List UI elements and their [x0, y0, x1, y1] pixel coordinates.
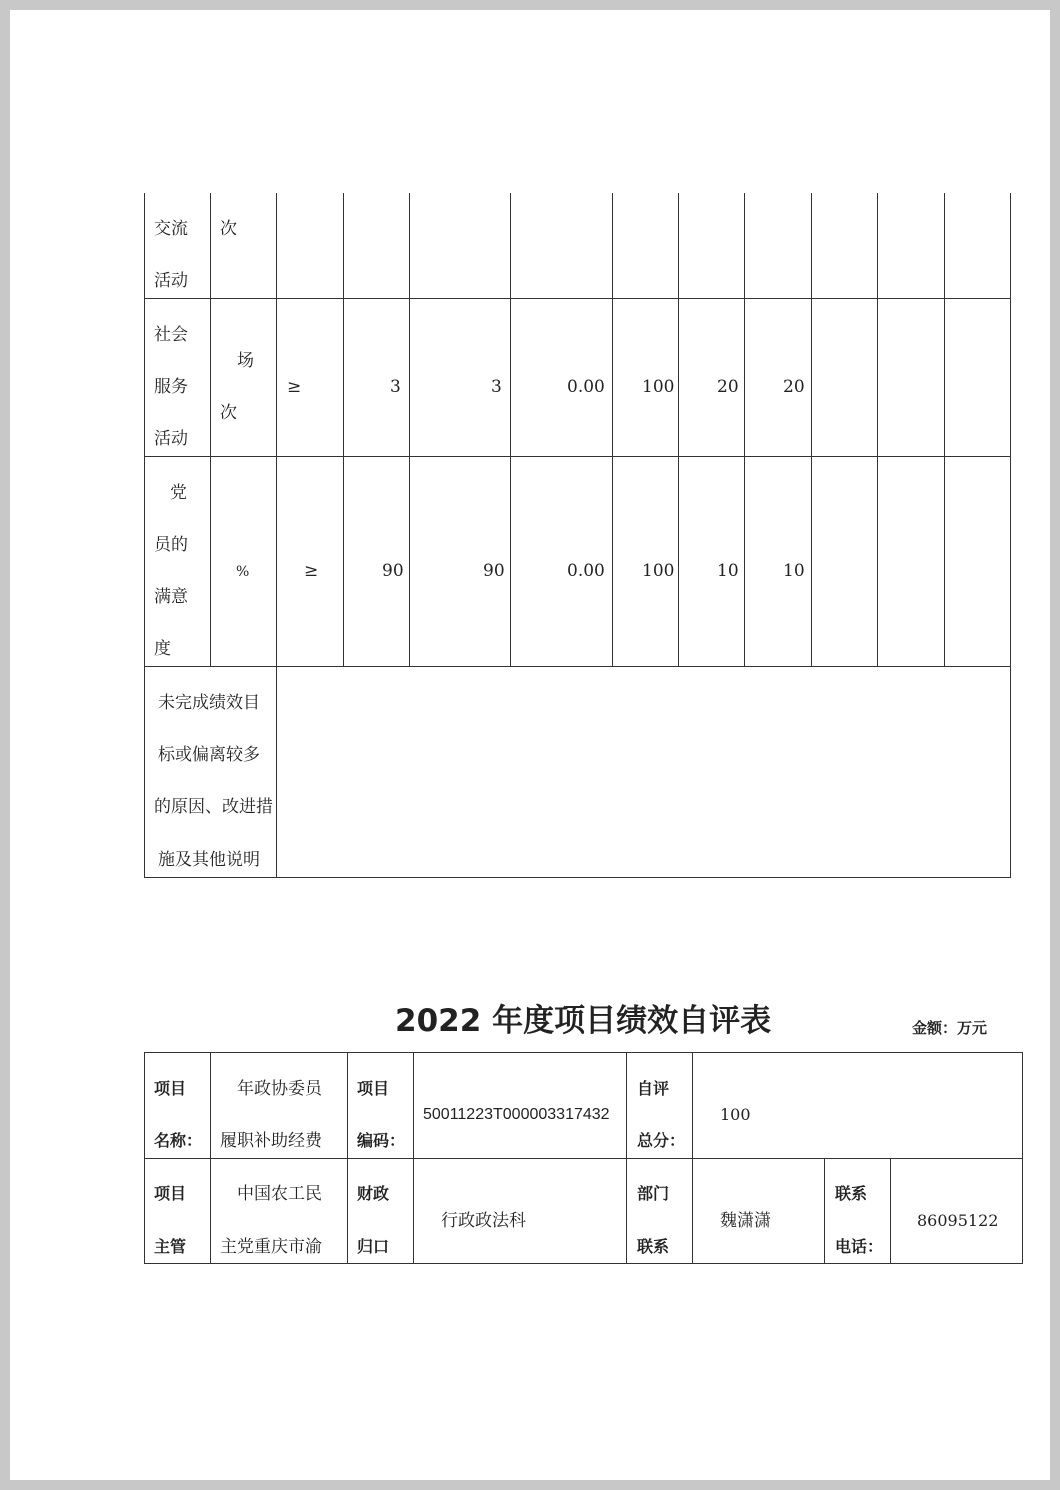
indicator-name-line: 社会 [154, 325, 188, 345]
score-value: 20 [783, 377, 805, 397]
finance-value: 行政政法科 [441, 1211, 526, 1231]
page-title: 2022 年度项目绩效自评表 [395, 1003, 772, 1039]
actual-value: 3 [491, 377, 502, 397]
annual-target-value: 3 [390, 377, 401, 397]
phone-value: 86095122 [917, 1211, 999, 1230]
indicator-unit: 次 [220, 219, 237, 239]
dept-contact-label-line: 部门 [637, 1184, 670, 1203]
project-name-value-line: 履职补助经费 [220, 1131, 322, 1151]
project-name-value-line: 年政协委员 [237, 1079, 322, 1099]
notes-label-line: 未完成绩效目 [158, 693, 260, 713]
notes-label-line: 标或偏离较多 [158, 745, 260, 765]
indicator-name-line: 活动 [154, 271, 188, 291]
deviation-value: 0.00 [567, 561, 605, 581]
project-name-label-line: 项目 [154, 1079, 187, 1098]
notes-label-line: 的原因、改进措 [154, 797, 273, 817]
weight-value: 20 [717, 377, 739, 397]
indicator-unit-line: 次 [220, 403, 237, 423]
indicator-name-line: 员的 [154, 535, 188, 555]
indicator-unit-line: 场 [237, 351, 254, 371]
self-score-label-line: 总分： [637, 1131, 686, 1150]
indicator-name-line: 活动 [154, 429, 188, 449]
completion-rate-value: 100 [642, 561, 675, 581]
project-code-label-line: 项目 [357, 1079, 390, 1098]
indicator-operator: ≥ [304, 561, 319, 581]
indicator-name-line: 交流 [154, 219, 188, 239]
project-code-value: 50011223T000003317432 [423, 1106, 610, 1123]
amount-unit-label: 金额：万元 [912, 1019, 988, 1037]
self-score-label-line: 自评 [637, 1079, 670, 1098]
completion-rate-value: 100 [642, 377, 675, 397]
supervisor-value-line: 中国农工民 [237, 1184, 322, 1204]
project-code-label-line: 编码： [357, 1131, 406, 1150]
self-score-value: 100 [720, 1105, 751, 1124]
deviation-value: 0.00 [567, 377, 605, 397]
score-value: 10 [783, 561, 805, 581]
indicator-unit: % [236, 564, 250, 580]
project-name-label-line: 名称： [154, 1131, 203, 1150]
indicator-name-line: 党 [170, 483, 187, 503]
dept-contact-value: 魏潇潇 [720, 1211, 771, 1231]
weight-value: 10 [717, 561, 739, 581]
indicator-name-line: 满意 [154, 587, 188, 607]
supervisor-label-line: 主管 [154, 1237, 187, 1256]
finance-label-line: 归口 [357, 1237, 390, 1256]
phone-label-line: 电话： [835, 1237, 884, 1256]
dept-contact-label-line: 联系 [637, 1237, 670, 1256]
indicator-operator: ≥ [287, 377, 302, 397]
notes-label-line: 施及其他说明 [158, 850, 260, 870]
indicator-name-line: 服务 [154, 377, 188, 397]
finance-label-line: 财政 [357, 1184, 390, 1203]
phone-label-line: 联系 [835, 1184, 868, 1203]
supervisor-label-line: 项目 [154, 1184, 187, 1203]
annual-target-value: 90 [382, 561, 404, 581]
actual-value: 90 [483, 561, 505, 581]
supervisor-value-line: 主党重庆市渝 [220, 1237, 322, 1257]
indicator-name-line: 度 [154, 639, 171, 659]
